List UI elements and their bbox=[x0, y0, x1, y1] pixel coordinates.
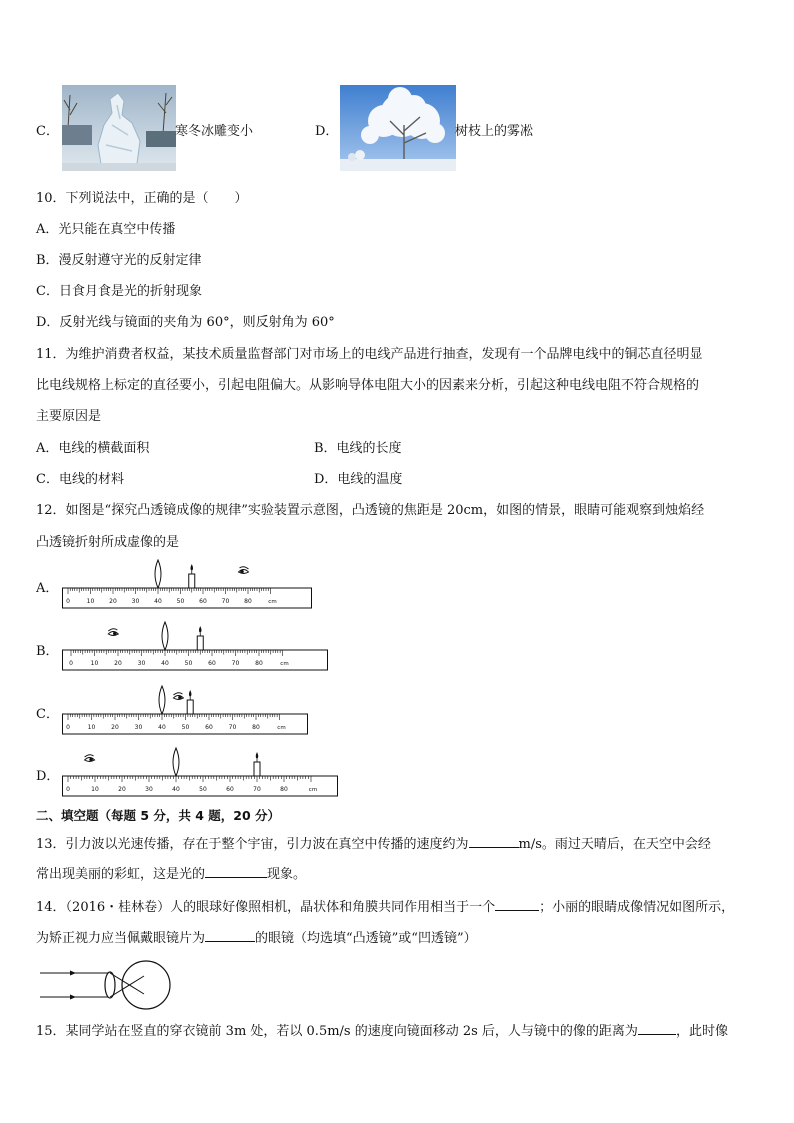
q15-blank-1[interactable] bbox=[638, 1022, 676, 1035]
eye-icon bbox=[108, 629, 118, 636]
optical-bench-a bbox=[62, 558, 312, 612]
q11-option-c: C．电线的材料 bbox=[36, 472, 124, 487]
convex-lens bbox=[159, 686, 165, 714]
bench-rail bbox=[63, 650, 328, 670]
tick-label: 0 bbox=[66, 786, 70, 793]
tick-label: 50 bbox=[181, 724, 190, 731]
option-d-letter: D． bbox=[315, 124, 339, 139]
q10-option-d: D．反射光线与镜面的夹角为 60°，则反射角为 60° bbox=[36, 315, 335, 330]
tick-label: 60 bbox=[205, 724, 213, 731]
convex-lens bbox=[155, 560, 161, 588]
eye-diagram bbox=[40, 960, 180, 1010]
q15-line1: 15．某同学站在竖直的穿衣镜前 3m 处，若以 0.5m/s 的速度向镜面移动 2s 后，人与镜中的像的距离为 ，此时像 bbox=[36, 1024, 728, 1039]
candle-flame bbox=[199, 626, 202, 633]
tick-label: 80 bbox=[255, 660, 263, 667]
unit-label: cm bbox=[280, 661, 289, 667]
q11-stem-line2: 比电线规格上标定的直径要小，引起电阻偏大。从影响导体电阻大小的因素来分析，引起这种电线电阻不符合规格的 bbox=[36, 378, 700, 393]
candle-flame bbox=[189, 690, 192, 697]
tick-label: 70 bbox=[253, 786, 261, 793]
q14-line1: 14．（2016・桂林卷）人的眼球好像照相机，晶状体和角膜共同作用相当于一个 ；小丽的眼睛成像情况如图所示， bbox=[36, 900, 735, 915]
candle bbox=[197, 636, 203, 650]
eye-icon bbox=[85, 755, 95, 762]
option-c-letter: C． bbox=[36, 124, 59, 139]
unit-label: cm bbox=[268, 599, 277, 605]
q11-option-b: B．电线的长度 bbox=[314, 441, 402, 456]
tick-label: 20 bbox=[118, 786, 126, 793]
eye-icon bbox=[239, 567, 249, 574]
tick-label: 80 bbox=[252, 724, 260, 731]
tick-label: 0 bbox=[66, 598, 70, 605]
tick-label: 20 bbox=[111, 724, 119, 731]
tick-label: 20 bbox=[109, 598, 117, 605]
q13-blank-2[interactable] bbox=[205, 865, 267, 878]
q14-blank-2[interactable] bbox=[205, 929, 255, 942]
optical-bench-d bbox=[62, 744, 338, 802]
unit-label: cm bbox=[308, 787, 318, 793]
tick-label: 40 bbox=[158, 724, 166, 731]
tick-label: 10 bbox=[91, 786, 99, 793]
q10-option-c: C．日食月食是光的折射现象 bbox=[36, 284, 202, 299]
tick-label: 0 bbox=[66, 724, 70, 731]
tick-label: 40 bbox=[172, 786, 180, 793]
q12-option-d-label: D． bbox=[36, 769, 60, 784]
tick-label: 60 bbox=[226, 786, 234, 793]
q11-stem-line1: 11．为维护消费者权益，某技术质量监督部门对市场上的电线产品进行抽查，发现有一个品牌电线中的铜芯直径明显 bbox=[36, 347, 703, 362]
tick-label: 70 bbox=[231, 660, 240, 667]
q14-blank-1[interactable] bbox=[495, 898, 539, 911]
convex-lens bbox=[173, 748, 179, 776]
q11-option-d: D．电线的温度 bbox=[314, 472, 403, 487]
ice-sculpture-image bbox=[62, 85, 176, 171]
q12-option-c-label: C． bbox=[36, 707, 59, 722]
optical-bench-b bbox=[62, 620, 328, 674]
q13-blank-1[interactable] bbox=[469, 835, 519, 848]
tick-label: 50 bbox=[176, 598, 185, 605]
tick-label: 80 bbox=[280, 786, 288, 793]
q10-option-b: B．漫反射遵守光的反射定律 bbox=[36, 253, 202, 268]
tick-label: 70 bbox=[221, 598, 230, 605]
q11-option-a: A．电线的横截面积 bbox=[36, 441, 150, 456]
tick-label: 60 bbox=[199, 598, 207, 605]
section-heading: 二、填空题（每题 5 分，共 4 题，20 分） bbox=[36, 808, 281, 823]
tick-label: 30 bbox=[137, 660, 146, 667]
q11-stem-line3: 主要原因是 bbox=[36, 409, 102, 424]
tick-label: 50 bbox=[184, 660, 193, 667]
convex-lens bbox=[162, 622, 168, 650]
tick-label: 40 bbox=[154, 598, 162, 605]
tick-label: 60 bbox=[208, 660, 216, 667]
candle-flame bbox=[256, 752, 259, 759]
tick-label: 70 bbox=[228, 724, 237, 731]
q13-line1: 13．引力波以光速传播，存在于整个宇宙，引力波在真空中传播的速度约为 m/s。雨过天晴后，在天空中会经 bbox=[36, 837, 711, 852]
tick-label: 10 bbox=[90, 660, 99, 667]
tick-label: 30 bbox=[131, 598, 140, 605]
candle bbox=[254, 762, 260, 776]
tick-label: 50 bbox=[199, 786, 207, 793]
tick-label: 10 bbox=[87, 724, 96, 731]
q12-option-b-label: B． bbox=[36, 644, 59, 659]
unit-label: cm bbox=[277, 725, 286, 731]
tick-label: 30 bbox=[145, 786, 153, 793]
q13-line2: 常出现美丽的彩虹，这是光的 现象。 bbox=[36, 867, 307, 882]
candle bbox=[189, 574, 195, 588]
option-c-text: 寒冬冰雕变小 bbox=[175, 124, 254, 139]
q14-line2: 为矫正视力应当佩戴眼镜片为 的眼镜（均选填“凸透镜”或“凹透镜”） bbox=[36, 931, 477, 946]
tick-label: 40 bbox=[161, 660, 169, 667]
q12-stem-line1: 12．如图是“探究凸透镜成像的规律”实验装置示意图，凸透镜的焦距是 20cm，如图的情景，眼睛可能观察到烛焰经 bbox=[36, 503, 705, 518]
tick-label: 0 bbox=[69, 660, 73, 667]
tick-label: 20 bbox=[114, 660, 122, 667]
q12-stem-line2: 凸透镜折射所成虚像的是 bbox=[36, 535, 180, 550]
candle-flame bbox=[191, 564, 194, 571]
tick-label: 30 bbox=[134, 724, 143, 731]
optical-bench-c bbox=[62, 684, 308, 738]
q10-stem: 10．下列说法中，正确的是（ ） bbox=[36, 191, 248, 206]
eye-icon bbox=[173, 693, 183, 700]
option-d-text: 树枝上的雾凇 bbox=[455, 124, 534, 139]
candle bbox=[187, 700, 193, 714]
rime-tree-image bbox=[340, 85, 456, 171]
tick-label: 80 bbox=[244, 598, 252, 605]
q10-option-a: A．光只能在真空中传播 bbox=[36, 222, 176, 237]
tick-label: 10 bbox=[86, 598, 95, 605]
q12-option-a-label: A． bbox=[36, 581, 59, 596]
